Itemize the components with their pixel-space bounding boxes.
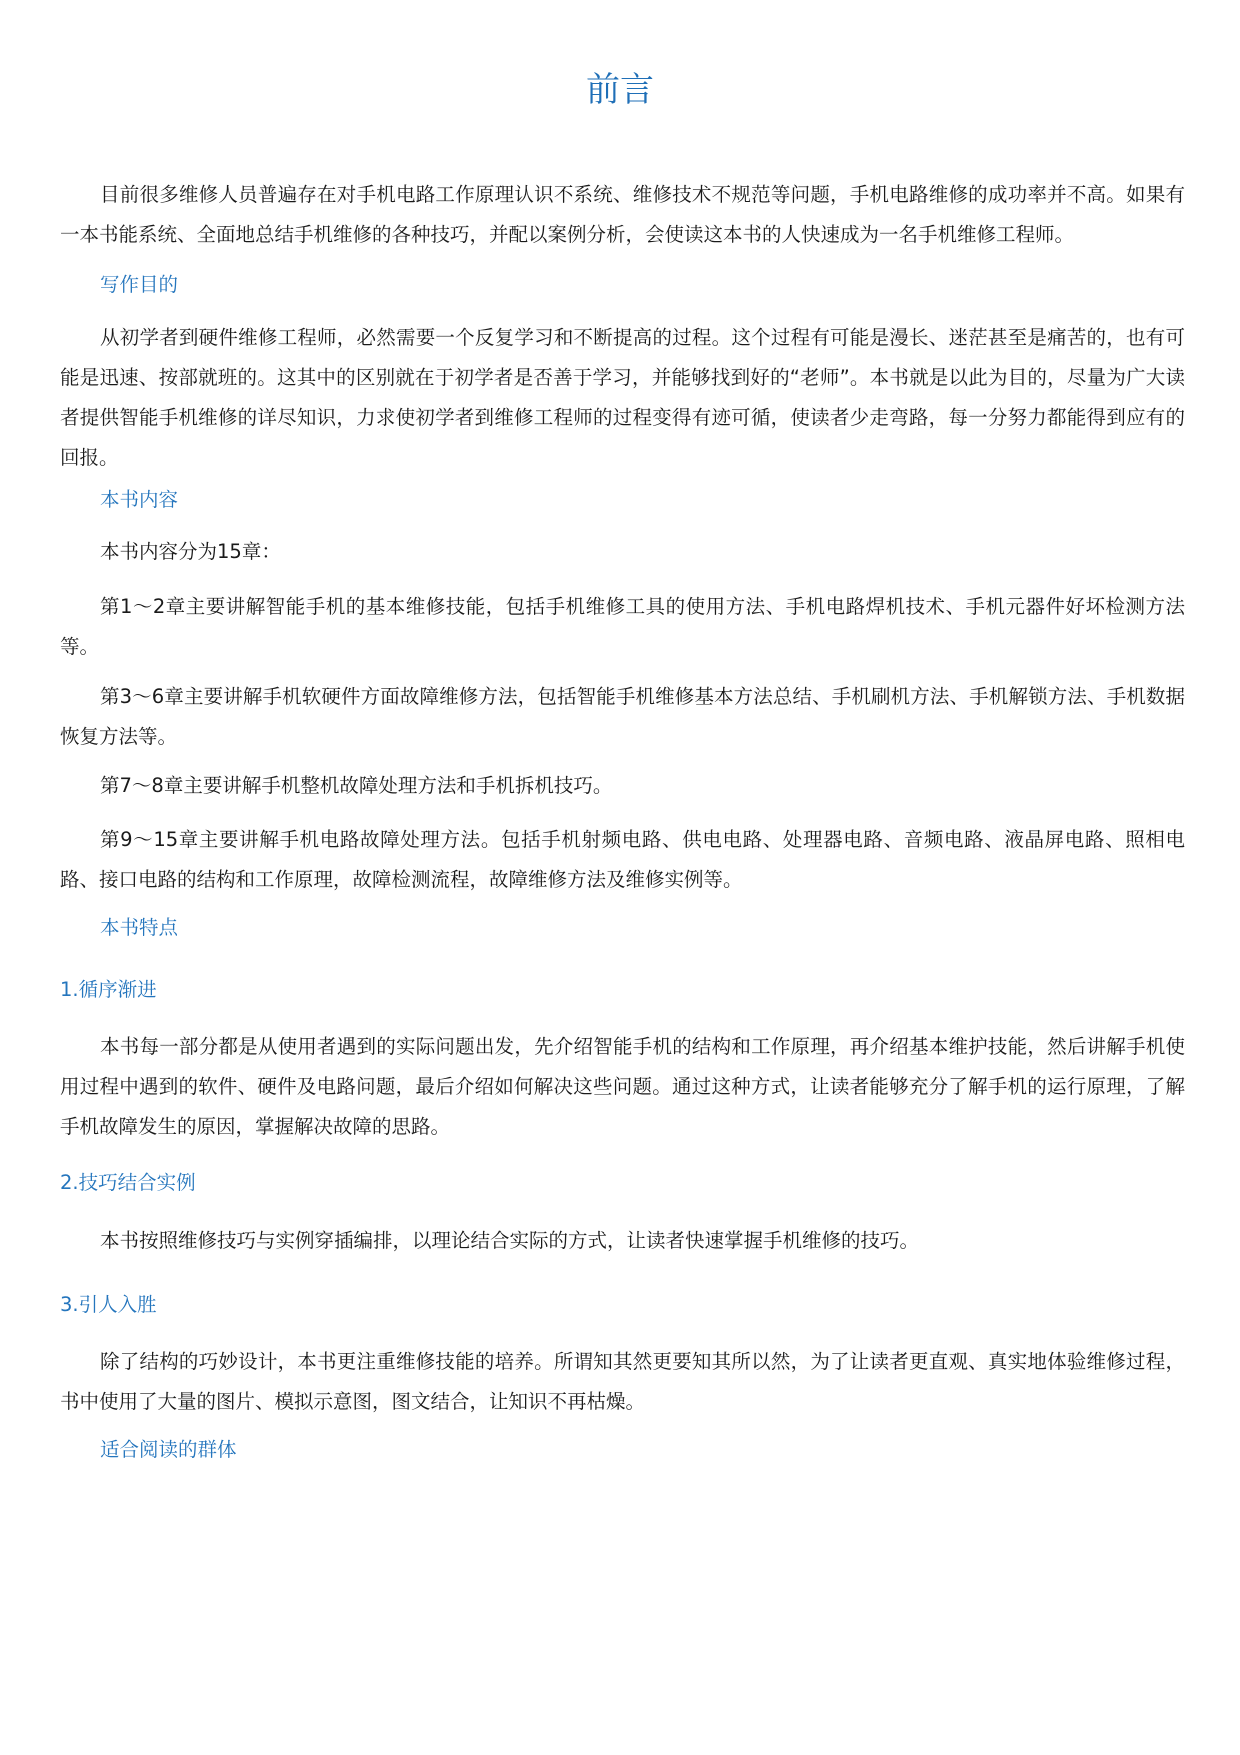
feature-heading-3: 3.引人入胜	[60, 1293, 157, 1316]
section-heading-contents: 本书内容	[100, 488, 179, 511]
page-title: 前言	[586, 70, 654, 110]
chapters-7-8-paragraph: 第7～8章主要讲解手机整机故障处理方法和手机拆机技巧。	[100, 774, 613, 797]
feature-heading-2: 2.技巧结合实例	[60, 1171, 196, 1194]
intro-paragraph: 目前很多维修人员普遍存在对手机电路工作原理认识不系统、维修技术不规范等问题，手机电路维修的成功率并不高。如果有一本书能系统、全面地总结手机维修的各种技巧，并配以案例分析，会使读这本书的人快速成为一名手机维修工程师。	[60, 183, 1185, 246]
feature-heading-1: 1.循序渐进	[60, 978, 157, 1001]
section-heading-features: 本书特点	[100, 916, 179, 939]
section-heading-audience: 适合阅读的群体	[100, 1438, 237, 1461]
feature-paragraph-3: 除了结构的巧妙设计，本书更注重维修技能的培养。所谓知其然更要知其所以然，为了让读者更直观、真实地体验维修过程，书中使用了大量的图片、模拟示意图，图文结合，让知识不再枯燥。	[60, 1350, 1185, 1413]
chapters-1-2-paragraph: 第1～2章主要讲解智能手机的基本维修技能，包括手机维修工具的使用方法、手机电路焊机技术、手机元器件好坏检测方法等。	[60, 595, 1185, 658]
feature-paragraph-1: 本书每一部分都是从使用者遇到的实际问题出发，先介绍智能手机的结构和工作原理，再介绍基本维护技能，然后讲解手机使用过程中遇到的软件、硬件及电路问题，最后介绍如何解决这些问题。通过这种方式，让读者能够充分了解手机的运行原理，了解手机故障发生的原因，掌握解决故障的思路。	[60, 1035, 1185, 1138]
section-heading-purpose: 写作目的	[100, 273, 179, 296]
chapters-9-15-paragraph: 第9～15章主要讲解手机电路故障处理方法。包括手机射频电路、供电电路、处理器电路、音频电路、液晶屏电路、照相电路、接口电路的结构和工作原理，故障检测流程，故障维修方法及维修实例等。	[60, 828, 1185, 891]
feature-paragraph-2: 本书按照维修技巧与实例穿插编排，以理论结合实际的方式，让读者快速掌握手机维修的技巧。	[100, 1229, 920, 1252]
contents-summary: 本书内容分为15章：	[100, 540, 281, 563]
purpose-paragraph: 从初学者到硬件维修工程师，必然需要一个反复学习和不断提高的过程。这个过程有可能是漫长、迷茫甚至是痛苦的，也有可能是迅速、按部就班的。这其中的区别就在于初学者是否善于学习，并能够找到好的“老师”。本书就是以此为目的，尽量为广大读者提供智能手机维修的详尽知识，力求使初学者到维修工程师的过程变得有迹可循，使读者少走弯路，每一分努力都能得到应有的回报。	[60, 326, 1185, 469]
chapters-3-6-paragraph: 第3～6章主要讲解手机软硬件方面故障维修方法，包括智能手机维修基本方法总结、手机刷机方法、手机解锁方法、手机数据恢复方法等。	[60, 685, 1185, 748]
